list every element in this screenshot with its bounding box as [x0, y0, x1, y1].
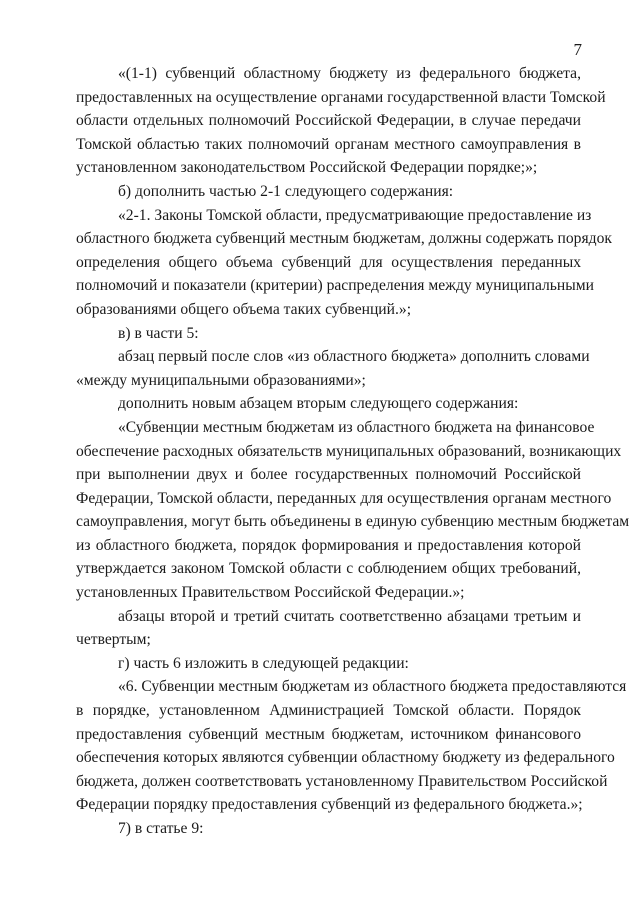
paragraph: [76, 62, 606, 180]
text-line: г) часть 6 изложить в следующей редакции:: [118, 654, 409, 672]
text-line: бюджета, должен соответствовать установленному Правительством Российской: [76, 772, 608, 790]
page-number: 7: [573, 40, 582, 59]
text-line: из областного бюджета, порядок формирования и предоставления которой: [76, 536, 581, 554]
paragraph: [76, 345, 590, 392]
paragraph: [76, 416, 630, 605]
text-line: областного бюджета субвенций местным бюджетам, должны содержать порядок: [76, 230, 612, 248]
text-line: абзацы второй и третий считать соответственно абзацами третьим и: [118, 607, 581, 625]
text-line: полномочий и показатели (критерии) распределения между муниципальными: [76, 277, 594, 295]
text-line: «2-1. Законы Томской области, предусматривающие предоставление из: [118, 206, 592, 224]
text-line: четвертым;: [76, 631, 151, 649]
paragraph: [76, 322, 581, 346]
text-line: обеспечения которых являются субвенции областному бюджету из федерального: [76, 749, 615, 767]
text-line: б) дополнить частью 2-1 следующего содержания:: [118, 182, 454, 200]
text-line: «Субвенции местным бюджетам из областного бюджета на финансовое: [118, 418, 595, 436]
document-body: [76, 62, 630, 841]
paragraph: [76, 392, 581, 416]
text-line: «между муниципальными образованиями»;: [76, 371, 366, 389]
paragraph: [76, 652, 581, 676]
paragraph: [76, 817, 581, 841]
text-line: образованиями общего объема таких субвенций.»;: [76, 300, 412, 318]
paragraph: [76, 180, 581, 204]
text-line: предоставленных на осуществление органами государственной власти Томской: [76, 88, 606, 106]
text-line: предоставления субвенций местным бюджетам, источником финансового: [76, 725, 581, 743]
text-line: обеспечение расходных обязательств муниципальных образований, возникающих: [76, 442, 622, 460]
text-line: области отдельных полномочий Российской Федерации, в случае передачи: [76, 112, 581, 130]
text-line: «6. Субвенции местным бюджетам из областного бюджета предоставляются: [118, 678, 627, 696]
text-line: Федерации, Томской области, переданных для осуществления органам местного: [76, 489, 612, 507]
text-line: дополнить новым абзацем вторым следующего содержания:: [118, 395, 519, 413]
text-line: утверждается законом Томской области с соблюдением общих требований,: [76, 560, 581, 578]
paragraph: [76, 605, 581, 652]
text-line: при выполнении двух и более государственных полномочий Российской: [76, 466, 581, 484]
paragraph: [76, 675, 627, 817]
text-line: 7) в статье 9:: [118, 820, 204, 837]
text-line: Томской областью таких полномочий органам местного самоуправления в: [76, 135, 581, 153]
text-line: определения общего объема субвенций для осуществления переданных: [76, 253, 581, 271]
paragraph: [76, 204, 612, 322]
text-line: установленном законодательством Российской Федерации порядке;»;: [76, 159, 538, 177]
text-line: в порядке, установленном Администрацией Томской области. Порядок: [76, 702, 581, 720]
text-line: абзац первый после слов «из областного бюджета» дополнить словами: [118, 348, 590, 366]
text-line: самоуправления, могут быть объединены в единую субвенцию местным бюджетам: [76, 513, 630, 531]
text-line: Федерации порядку предоставления субвенций из федерального бюджета.»;: [76, 796, 583, 814]
text-line: установленных Правительством Российской Федерации.»;: [76, 584, 465, 602]
text-line: в) в части 5:: [118, 324, 199, 342]
text-line: «(1-1) субвенций областному бюджету из федерального бюджета,: [118, 65, 581, 82]
